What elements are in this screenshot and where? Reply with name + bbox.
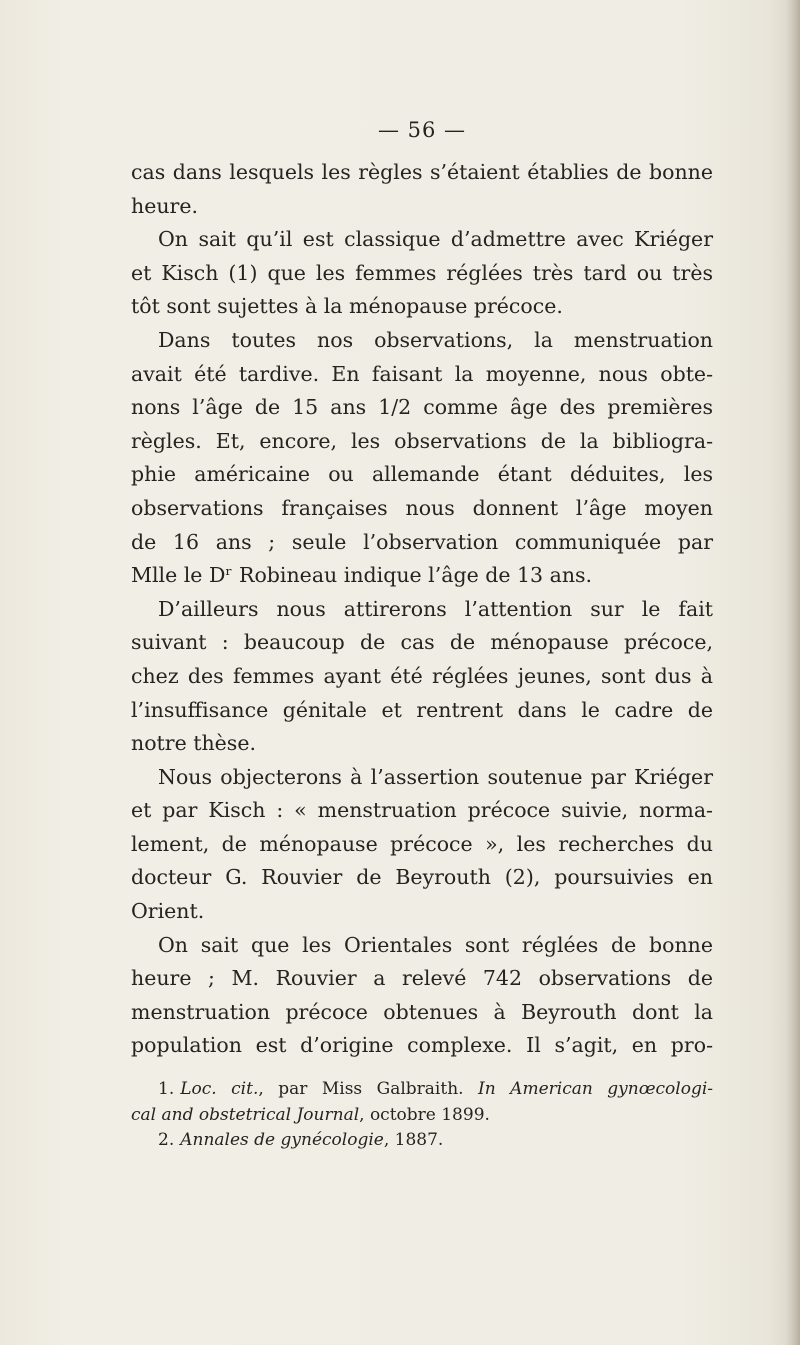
text-line: On sait que les Orientales sont réglées de bonne xyxy=(158,932,713,957)
paragraph xyxy=(131,593,713,761)
text-line: avait été tardive. En faisant la moyenne, nous obte- xyxy=(131,361,713,386)
text-line: lement, de ménopause précoce », les recherches du xyxy=(131,831,713,856)
footnote-italic: cal and obstetrical Journal xyxy=(131,1104,360,1125)
footnote-text: , par Miss Galbraith. xyxy=(258,1079,479,1100)
footnote-italic: In American gynœcologi- xyxy=(478,1079,714,1100)
page-body xyxy=(131,110,713,1154)
text-line: Mlle le Dʳ Robineau indique l’âge de 13 ans. xyxy=(131,563,593,588)
paragraph xyxy=(131,223,713,324)
page-number: — 56 — xyxy=(377,118,467,142)
text-line: cas dans lesquels les règles s’étaient établies de bonne xyxy=(131,160,713,184)
text-line: population est d’origine complexe. Il s’agit, en pro- xyxy=(131,1033,713,1058)
footnote-number: 2. xyxy=(158,1130,175,1151)
text-line: D’ailleurs nous attirerons l’attention sur le fait xyxy=(158,596,713,621)
page-edge-shadow xyxy=(786,0,800,1345)
paragraph xyxy=(131,929,713,1063)
footnote-text: , octobre 1899. xyxy=(359,1104,490,1125)
text-line: tôt sont sujettes à la ménopause précoce. xyxy=(131,294,563,319)
footnote-1-continuation xyxy=(131,1103,713,1129)
text-line: Dans toutes nos observations, la menstruation xyxy=(158,327,713,352)
text-line: nons l’âge de 15 ans 1/2 comme âge des premières xyxy=(131,395,713,420)
text-line: docteur G. Rouvier de Beyrouth (2), poursuivies en xyxy=(131,865,713,890)
text-line: Orient. xyxy=(131,899,205,924)
footnote-1 xyxy=(131,1077,713,1103)
text-line: Nous objecterons à l’assertion soutenue par Kriéger xyxy=(158,764,713,789)
footnote-number: 1. xyxy=(158,1079,175,1100)
footnotes xyxy=(131,1077,713,1154)
text-line: règles. Et, encore, les observations de la bibliogra- xyxy=(131,428,713,453)
text-line: l’insuffisance génitale et rentrent dans le cadre de xyxy=(131,697,713,722)
text-line: et par Kisch : « menstruation précoce suivie, norma- xyxy=(131,798,713,823)
text-line: heure. xyxy=(131,193,198,218)
text-line: heure ; M. Rouvier a relevé 742 observations de xyxy=(131,966,713,991)
paragraph xyxy=(131,761,713,929)
text-line: menstruation précoce obtenues à Beyrouth dont la xyxy=(131,999,713,1024)
text-line: chez des femmes ayant été réglées jeunes, sont dus à xyxy=(131,663,713,688)
text-line: de 16 ans ; seule l’observation communiquée par xyxy=(131,529,713,554)
paragraph xyxy=(131,324,713,593)
text-line: On sait qu’il est classique d’admettre avec Kriéger xyxy=(158,227,713,252)
footnote-2 xyxy=(131,1128,713,1154)
footnote-italic: Annales de gynécologie xyxy=(180,1130,384,1151)
text-line: observations françaises nous donnent l’âge moyen xyxy=(131,495,713,520)
text-line: phie américaine ou allemande étant déduites, les xyxy=(131,462,713,487)
footnote-italic: Loc. cit. xyxy=(180,1079,259,1100)
footnote-text: , 1887. xyxy=(383,1130,444,1151)
text-line: suivant : beaucoup de cas de ménopause précoce, xyxy=(131,630,713,655)
text-line: et Kisch (1) que les femmes réglées très tard ou très xyxy=(131,260,713,285)
paragraph xyxy=(131,156,713,223)
text-line: notre thèse. xyxy=(131,731,256,756)
